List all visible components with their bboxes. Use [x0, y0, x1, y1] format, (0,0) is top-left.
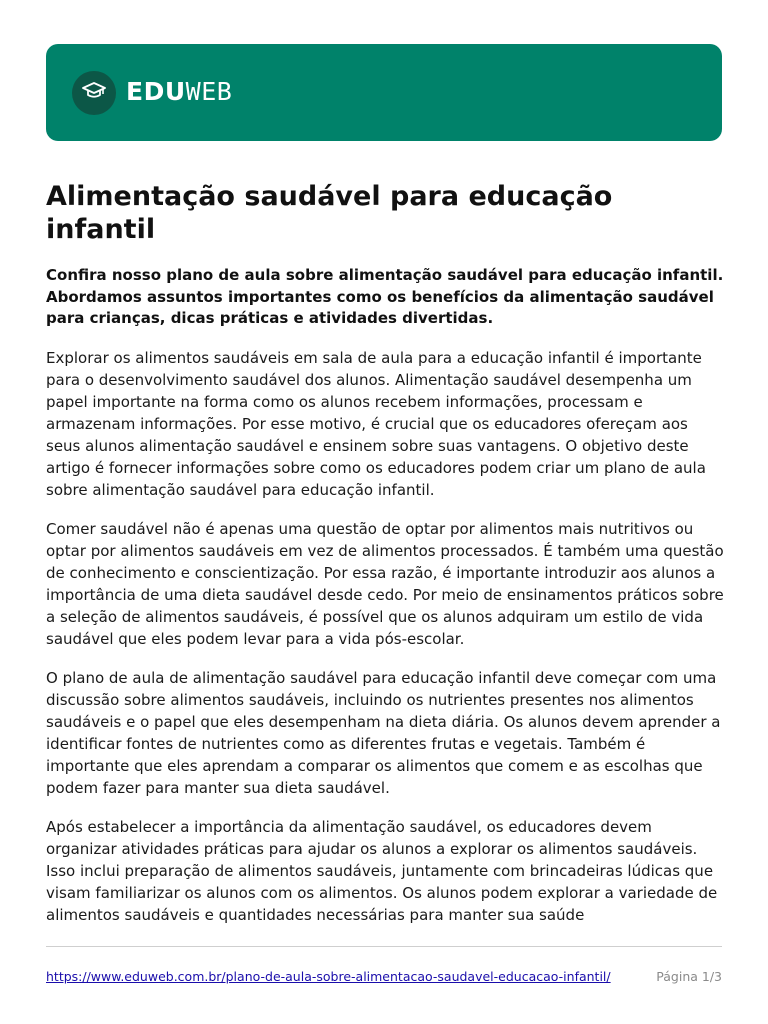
logo-badge — [72, 71, 116, 115]
paragraph-4: Após estabelecer a importância da alimentação saudável, os educadores devem organizar atividades práticas para ajudar os alunos a explorar os alimentos saudáveis. Isso inclui preparação de alimentos saudáveis, juntamente com brincadeiras lúdicas que visam familiarizar os alunos com os alimentos. Os alunos podem explorar a variedade de alimentos saudáveis e quantidades necessárias para manter sua saúde — [46, 817, 718, 924]
logo-regular-text: WEB — [185, 77, 233, 106]
page-number: Página 1/3 — [656, 969, 722, 984]
header-banner — [46, 44, 722, 141]
page-title: Alimentação saudável para educação infantil — [46, 181, 613, 245]
footer-divider — [46, 946, 722, 947]
logo-bold-text: EDU — [126, 77, 186, 106]
paragraph-3: O plano de aula de alimentação saudável para educação infantil deve começar com uma discussão sobre alimentos saudáveis, incluindo os nutrientes presentes nos alimentos saudáveis e o papel que eles desempenham na dieta diária. Os alunos devem aprender a identificar fontes de nutrientes como as diferentes frutas e vegetais. Também é importante que eles aprendam a comparar os alimentos que comem e as escolhas que podem fazer para manter sua dieta saudável. — [46, 668, 721, 797]
source-url-link[interactable]: https://www.eduweb.com.br/plano-de-aula-sobre-alimentacao-saudavel-educacao-infantil/ — [46, 969, 611, 984]
graduation-cap-icon — [82, 81, 106, 105]
article-lead: Confira nosso plano de aula sobre alimentação saudável para educação infantil. Abordamos assuntos importantes como os benefícios da alimentação saudável para crianças, dicas práticas e atividades divertidas. — [46, 266, 724, 327]
paragraph-1: Explorar os alimentos saudáveis em sala de aula para a educação infantil é importante para o desenvolvimento saudável dos alunos. Alimentação saudável desempenha um papel importante na forma como os alunos recebem informações, processam e armazenam informações. Por esse motivo, é crucial que os educadores ofereçam aos seus alunos alimentação saudável e ensinem sobre suas vantagens. O objetivo deste artigo é fornecer informações sobre como os educadores podem criar um plano de aula sobre alimentação saudável para educação infantil. — [46, 348, 706, 499]
logo-wordmark[interactable] — [126, 77, 232, 107]
paragraph-2: Comer saudável não é apenas uma questão de optar por alimentos mais nutritivos ou optar por alimentos saudáveis em vez de alimentos processados. É também uma questão de conhecimento e conscientização. Por essa razão, é importante introduzir aos alunos a importância de uma dieta saudável desde cedo. Por meio de ensinamentos práticos sobre a seleção de alimentos saudáveis, é possível que os alunos adquiram um estilo de vida saudável que eles podem levar para a vida pós-escolar. — [46, 519, 724, 648]
article-body — [46, 180, 726, 926]
